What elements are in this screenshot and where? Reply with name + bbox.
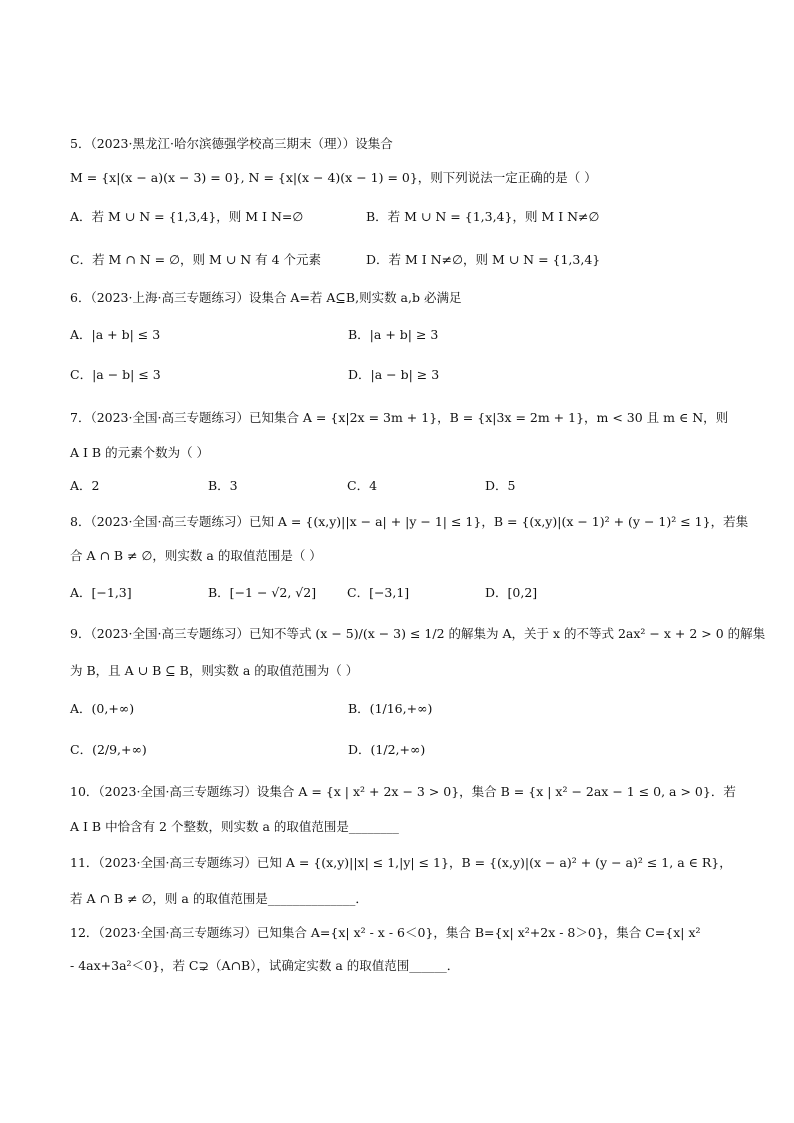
question-5-stem: 5．（2023·黑龙江·哈尔滨德强学校高三期末（理））设集合 bbox=[70, 136, 393, 151]
question-9-stem: 9．（2023·全国·高三专题练习）已知不等式 (x − 5)/(x − 3) ≤ 1/2 的解集为 A，关于 x 的不等式 2ax² − x + 2 > 0 的解集 bbox=[70, 626, 766, 641]
question-5-option-a: A．若 M ∪ N = {1,3,4}，则 M I N=∅ bbox=[70, 209, 304, 224]
question-9-option-a: A．(0,+∞) bbox=[70, 701, 135, 716]
question-5-option-d: D．若 M I N≠∅，则 M ∪ N = {1,3,4} bbox=[366, 252, 601, 267]
question-8-stem: 8．（2023·全国·高三专题练习）已知 A = {(x,y)||x − a| + |y − 1| ≤ 1}，B = {(x,y)|(x − 1)² + (y − 1)² ≤ 1}，若集 bbox=[70, 514, 749, 529]
question-7-option-a: A．2 bbox=[70, 478, 100, 493]
question-5-stem-cont: M = {x|(x − a)(x − 3) = 0}, N = {x|(x − 4)(x − 1) = 0}，则下列说法一定正确的是（ ） bbox=[70, 170, 597, 185]
question-9-option-c: C．(2/9,+∞) bbox=[70, 742, 147, 757]
question-7-option-d: D．5 bbox=[485, 478, 516, 493]
question-6-option-a: A．|a + b| ≤ 3 bbox=[70, 327, 161, 342]
question-8-option-a: A．[−1,3] bbox=[70, 585, 132, 600]
question-7-stem-cont: A I B 的元素个数为（ ） bbox=[70, 445, 210, 460]
question-9-option-d: D．(1/2,+∞) bbox=[348, 742, 426, 757]
question-7-option-c: C．4 bbox=[347, 478, 378, 493]
question-6-stem: 6．（2023·上海·高三专题练习）设集合 A=若 A⊆B,则实数 a,b 必满足 bbox=[70, 290, 462, 305]
question-11-stem-cont: 若 A ∩ B ≠ ∅，则 a 的取值范围是______________． bbox=[70, 891, 368, 906]
question-10-stem-cont: A I B 中恰含有 2 个整数，则实数 a 的取值范围是________ bbox=[70, 819, 399, 834]
question-5-option-c: C．若 M ∩ N = ∅，则 M ∪ N 有 4 个元素 bbox=[70, 252, 322, 267]
question-5-option-b: B．若 M ∪ N = {1,3,4}，则 M I N≠∅ bbox=[366, 209, 600, 224]
question-6-option-b: B．|a + b| ≥ 3 bbox=[348, 327, 439, 342]
question-6-option-c: C．|a − b| ≤ 3 bbox=[70, 367, 161, 382]
question-10-stem: 10．（2023·全国·高三专题练习）设集合 A = {x | x² + 2x − 3 > 0}，集合 B = {x | x² − 2ax − 1 ≤ 0, a > 0}．若 bbox=[70, 784, 736, 799]
question-9-stem-cont: 为 B，且 A ∪ B ⊆ B，则实数 a 的取值范围为（ ） bbox=[70, 663, 359, 678]
question-9-option-b: B．(1/16,+∞) bbox=[348, 701, 433, 716]
question-11-stem: 11．（2023·全国·高三专题练习）已知 A = {(x,y)||x| ≤ 1,|y| ≤ 1}，B = {(x,y)|(x − a)² + (y − a)² ≤ 1, a ∈ R}， bbox=[70, 855, 732, 870]
question-12-stem: 12．（2023·全国·高三专题练习）已知集合 A={x| x² - x - 6＜0}，集合 B={x| x²+2x - 8＞0}，集合 C={x| x² bbox=[70, 925, 701, 940]
question-8-option-c: C．[−3,1] bbox=[347, 585, 410, 600]
question-8-option-b: B．[−1 − √2, √2] bbox=[208, 585, 317, 600]
question-6-option-d: D．|a − b| ≥ 3 bbox=[348, 367, 440, 382]
question-12-stem-cont: - 4ax+3a²＜0}，若 C⊋（A∩B），试确定实数 a 的取值范围______． bbox=[70, 958, 460, 973]
question-8-stem-cont: 合 A ∩ B ≠ ∅，则实数 a 的取值范围是（ ） bbox=[70, 548, 322, 563]
question-8-option-d: D．[0,2] bbox=[485, 585, 538, 600]
question-7-option-b: B．3 bbox=[208, 478, 238, 493]
question-7-stem: 7．（2023·全国·高三专题练习）已知集合 A = {x|2x = 3m + 1}，B = {x|3x = 2m + 1}，m < 30 且 m ∈ N，则 bbox=[70, 410, 729, 425]
